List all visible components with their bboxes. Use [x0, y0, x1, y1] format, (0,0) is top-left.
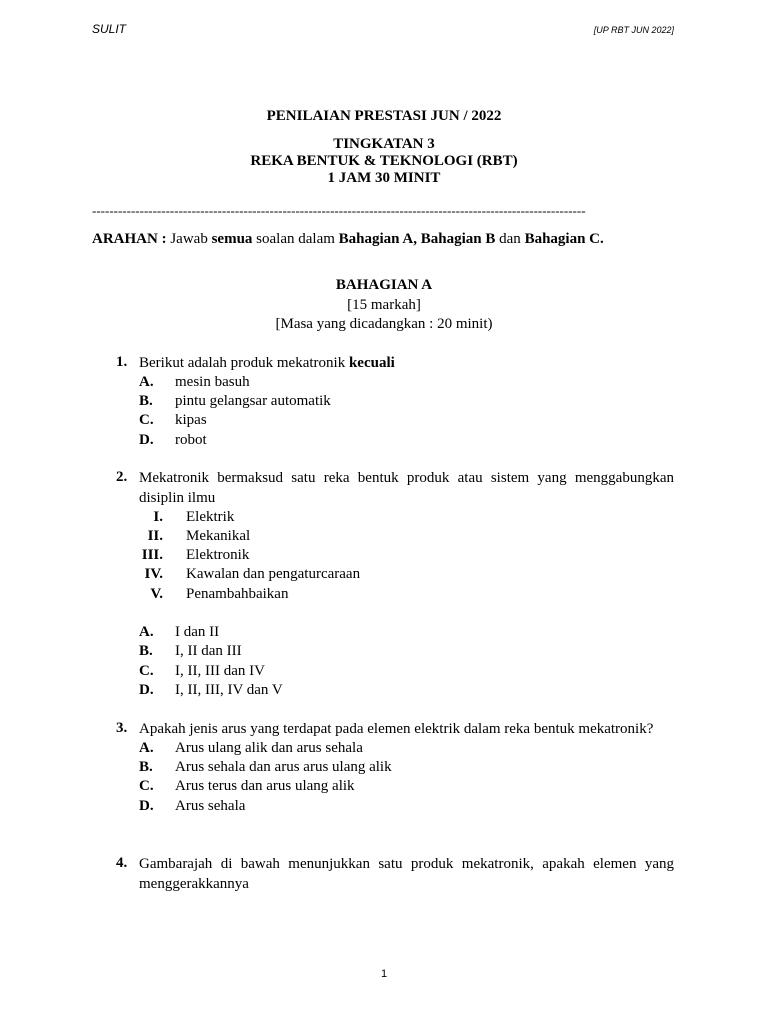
- question-number: 4.: [116, 855, 128, 871]
- instructions-bold-3: Bahagian C.: [524, 231, 604, 247]
- option-letter: B.: [139, 393, 153, 409]
- option-letter: C.: [139, 663, 154, 679]
- section-marks: [15 markah]: [347, 297, 421, 313]
- header-classification: SULIT: [92, 22, 127, 36]
- instructions: [92, 231, 604, 248]
- question-number: 1.: [116, 354, 128, 370]
- question-text: [139, 354, 674, 374]
- instructions-text-3: dan: [499, 231, 521, 247]
- option-letter: D.: [139, 682, 154, 698]
- roman-text: Elektronik: [186, 547, 250, 563]
- roman-text: Elektrik: [186, 509, 235, 525]
- option-text: kipas: [175, 412, 207, 428]
- exam-subject: REKA BENTUK & TEKNOLOGI (RBT): [250, 153, 518, 169]
- exam-level: TINGKATAN 3: [333, 136, 435, 152]
- option-text: Arus sehala: [175, 798, 246, 814]
- option-letter: A.: [139, 624, 154, 640]
- option-letter: A.: [139, 740, 154, 756]
- option-letter: D.: [139, 798, 154, 814]
- option-text: robot: [175, 432, 207, 448]
- instructions-text-1: Jawab: [170, 231, 208, 247]
- option-text: I dan II: [175, 624, 220, 640]
- option-text: I, II, III, IV dan V: [175, 682, 283, 698]
- option-text: I, II dan III: [175, 643, 242, 659]
- exam-title: PENILAIAN PRESTASI JUN / 2022: [266, 108, 502, 124]
- option-text: I, II, III dan IV: [175, 663, 265, 679]
- option-text: Arus sehala dan arus arus ulang alik: [175, 759, 392, 775]
- section-title: BAHAGIAN A: [335, 277, 433, 293]
- question-text: Gambarajah di bawah menunjukkan satu produk mekatronik, apakah elemen yang menggerakkannya: [139, 856, 674, 892]
- option-letter: B.: [139, 643, 153, 659]
- instructions-bold-2: Bahagian A, Bahagian B: [338, 231, 496, 247]
- option-letter: C.: [139, 778, 154, 794]
- question-number: 3.: [116, 720, 128, 736]
- roman-numeral: II.: [147, 528, 163, 544]
- section-time: [Masa yang dicadangkan : 20 minit): [275, 316, 493, 332]
- roman-text: Kawalan dan pengaturcaraan: [186, 566, 361, 582]
- option-letter: D.: [139, 432, 154, 448]
- option-letter: C.: [139, 412, 154, 428]
- exam-duration: 1 JAM 30 MINIT: [327, 170, 441, 186]
- roman-item-3: [139, 547, 163, 566]
- instructions-text-2: soalan dalam: [256, 231, 335, 247]
- option-text: Arus terus dan arus ulang alik: [175, 778, 355, 794]
- page-number: 1: [380, 968, 388, 980]
- roman-text: Mekanikal: [186, 528, 251, 544]
- roman-item-2: [139, 528, 163, 547]
- roman-text: Penambahbaikan: [186, 586, 289, 602]
- roman-item-5: [139, 586, 163, 605]
- instructions-label: ARAHAN :: [92, 231, 167, 247]
- roman-numeral: III.: [141, 547, 163, 563]
- roman-item-1: [139, 509, 163, 528]
- question-text: Mekatronik bermaksud satu reka bentuk produk atau sistem yang menggabungkan disiplin ilmu: [139, 470, 674, 506]
- question-text: Apakah jenis arus yang terdapat pada elemen elektrik dalam reka bentuk mekatronik?: [139, 721, 654, 737]
- instructions-bold-1: semua: [211, 231, 253, 247]
- question-text-emphasis: kecuali: [348, 355, 395, 371]
- option-text: Arus ulang alik dan arus sehala: [175, 740, 363, 756]
- roman-numeral: IV.: [144, 566, 163, 582]
- separator-line: ------------------------------------------------------------------------------------------------------------------: [92, 203, 586, 218]
- question-number: 2.: [116, 469, 128, 485]
- header-reference: [UP RBT JUN 2022]: [593, 25, 674, 35]
- roman-item-4: [139, 566, 163, 585]
- option-text: pintu gelangsar automatik: [175, 393, 331, 409]
- roman-numeral: I.: [153, 509, 163, 525]
- option-text: mesin basuh: [175, 374, 250, 390]
- roman-numeral: V.: [150, 586, 163, 602]
- option-letter: B.: [139, 759, 153, 775]
- option-letter: A.: [139, 374, 154, 390]
- question-text-main: Berikut adalah produk mekatronik: [139, 355, 346, 371]
